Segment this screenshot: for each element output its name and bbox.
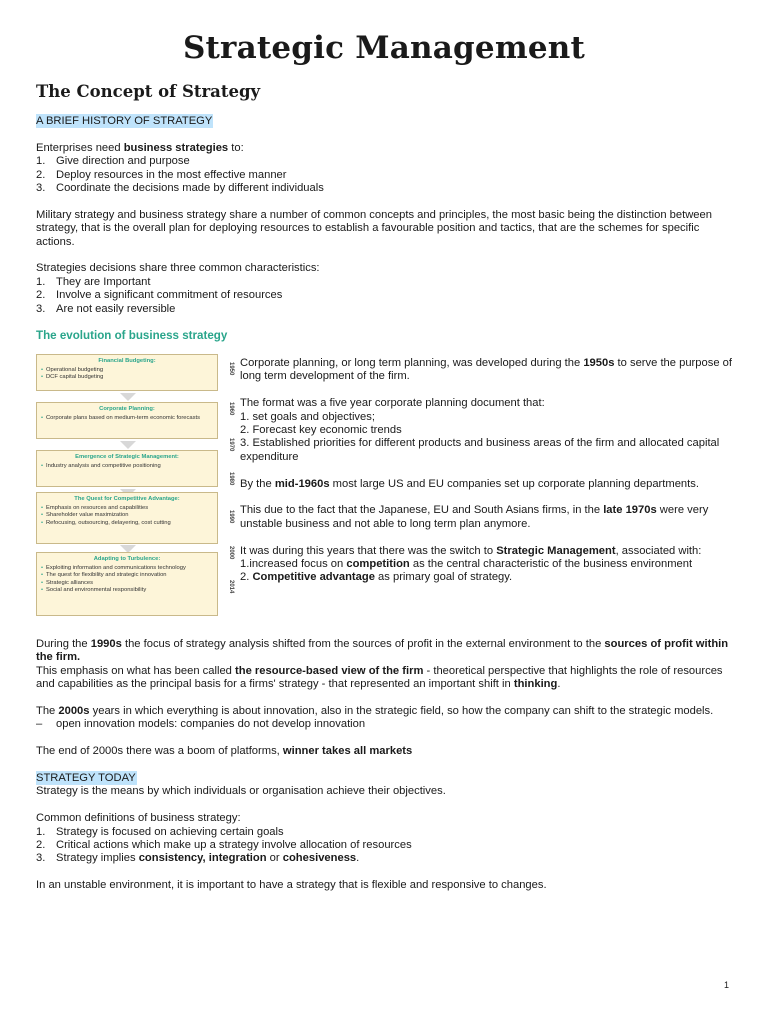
rbv-paragraph: This emphasis on what has been called the resource-based view of the firm - theoretical perspective that highlights the role of resources and capabilities as the principal basis for a firms' strategy - that represented an important shift in thinking. (36, 664, 723, 691)
diagram-box: Emergence of Strategic Management: • Industry analysis and competitive positioning (36, 450, 218, 487)
closing-paragraph: In an unstable environment, it is important to have a strategy that is flexible and responsive to changes. (36, 879, 547, 892)
list-item: 3. Are not easily reversible (36, 302, 176, 315)
evolution-heading: The evolution of business strategy (36, 329, 228, 343)
dash-list (36, 718, 736, 731)
evolution-text (240, 357, 736, 585)
list-item: 2. Involve a significant commitment of resources (36, 289, 283, 302)
list-item: 1. Give direction and purpose (36, 155, 190, 168)
year-label: 2000 (228, 546, 234, 560)
year-label: 1950 (228, 362, 234, 376)
year-label: 1980 (228, 472, 234, 486)
nineties-paragraph: During the 1990s the focus of strategy analysis shifted from the sources of profit in the external environment to the sources of profit within the firm. (36, 638, 729, 664)
paragraph: This due to the fact that the Japanese, EU and South Asians firms, in the late 1970s were very unstable business and not able to long term plan anymore. (240, 504, 709, 530)
list-item: 2. Forecast key economic trends (240, 424, 402, 437)
year-label: 1990 (228, 510, 234, 524)
section-title: The Concept of Strategy (36, 82, 261, 101)
today-intro: Strategy is the means by which individuals or organisation achieve their objectives. (36, 785, 446, 798)
purpose-list (36, 155, 736, 195)
down-arrow-icon (120, 441, 136, 449)
list-item: 1. set goals and objectives; (240, 410, 375, 423)
history-intro: Enterprises need business strategies to: (36, 141, 244, 154)
diagram-box: The Quest for Competitive Advantage: • Emphasis on resources and capabilities • Shareholder value maximization • Refocusing, outsourcing, delayering, cost cutting (36, 492, 218, 544)
diagram-box: Financial Budgeting: • Operational budgeting • DCF capital budgeting (36, 354, 218, 391)
platforms-paragraph: The end of 2000s there was a boom of platforms, winner takes all markets (36, 745, 413, 758)
characteristics-intro: Strategies decisions share three common characteristics: (36, 262, 320, 275)
military-paragraph: Military strategy and business strategy share a number of common concepts and principles, the most basic being the distinction between strategy, that is the overall plan for deploying resources to establish a favourable position and tactics, that are the schemes for specific actions. (36, 208, 712, 248)
year-label: 1960 (228, 402, 234, 416)
paragraph: Corporate planning, or long term planning, was developed during the 1950s to serve the purpose of long term development of the firm. (240, 357, 732, 383)
today-heading: STRATEGY TODAY (36, 772, 136, 785)
lower-section (36, 638, 736, 893)
paragraph: It was during this years that there was the switch to Strategic Management, associated with: (240, 544, 702, 557)
year-label: 2014 (228, 580, 234, 594)
list-item: – open innovation models: companies do not develop innovation (36, 718, 366, 731)
down-arrow-icon (120, 393, 136, 401)
list-item: 2. Deploy resources in the most effective manner (36, 168, 287, 181)
paragraph: By the mid-1960s most large US and EU companies set up corporate planning departments. (240, 477, 699, 490)
page-number: 1 (724, 980, 730, 990)
year-label: 1970 (228, 438, 234, 452)
list-item: 1. Strategy is focused on achieving certain goals (36, 825, 284, 838)
list-item: 3. Strategy implies consistency, integration or cohesiveness. (36, 852, 360, 865)
list-item: 3. Established priorities for different products and business areas of the firm and allocated capital expenditure (240, 437, 720, 463)
list-item: 2. Critical actions which make up a strategy involve allocation of resources (36, 839, 412, 852)
diagram-box: Corporate Planning: • Corporate plans based on medium-term economic forecasts (36, 402, 218, 439)
list-item: 1.increased focus on competition as the central characteristic of the business environment (240, 558, 693, 571)
definitions-intro: Common definitions of business strategy: (36, 812, 241, 825)
list-item: 3. Coordinate the decisions made by different individuals (36, 182, 324, 195)
paragraph: The format was a five year corporate planning document that: (240, 397, 545, 410)
page-title: Strategic Management (182, 30, 586, 66)
list-item: 1. They are Important (36, 275, 151, 288)
characteristics-list (36, 276, 736, 316)
history-section (36, 115, 736, 343)
diagram-box: Adapting to Turbulence: • Exploiting information and communications technology • The quest for flexibility and strategic innovation • Strategic alliances • Social and environmental responsibility (36, 552, 218, 616)
twothousands-paragraph: The 2000s years in which everything is about innovation, also in the strategic field, so how the company can shift to the strategic models. (36, 705, 714, 718)
history-heading: A BRIEF HISTORY OF STRATEGY (36, 115, 213, 127)
list-item: 2. Competitive advantage as primary goal of strategy. (240, 571, 513, 584)
definitions-list (36, 826, 736, 866)
evolution-diagram (36, 354, 240, 616)
